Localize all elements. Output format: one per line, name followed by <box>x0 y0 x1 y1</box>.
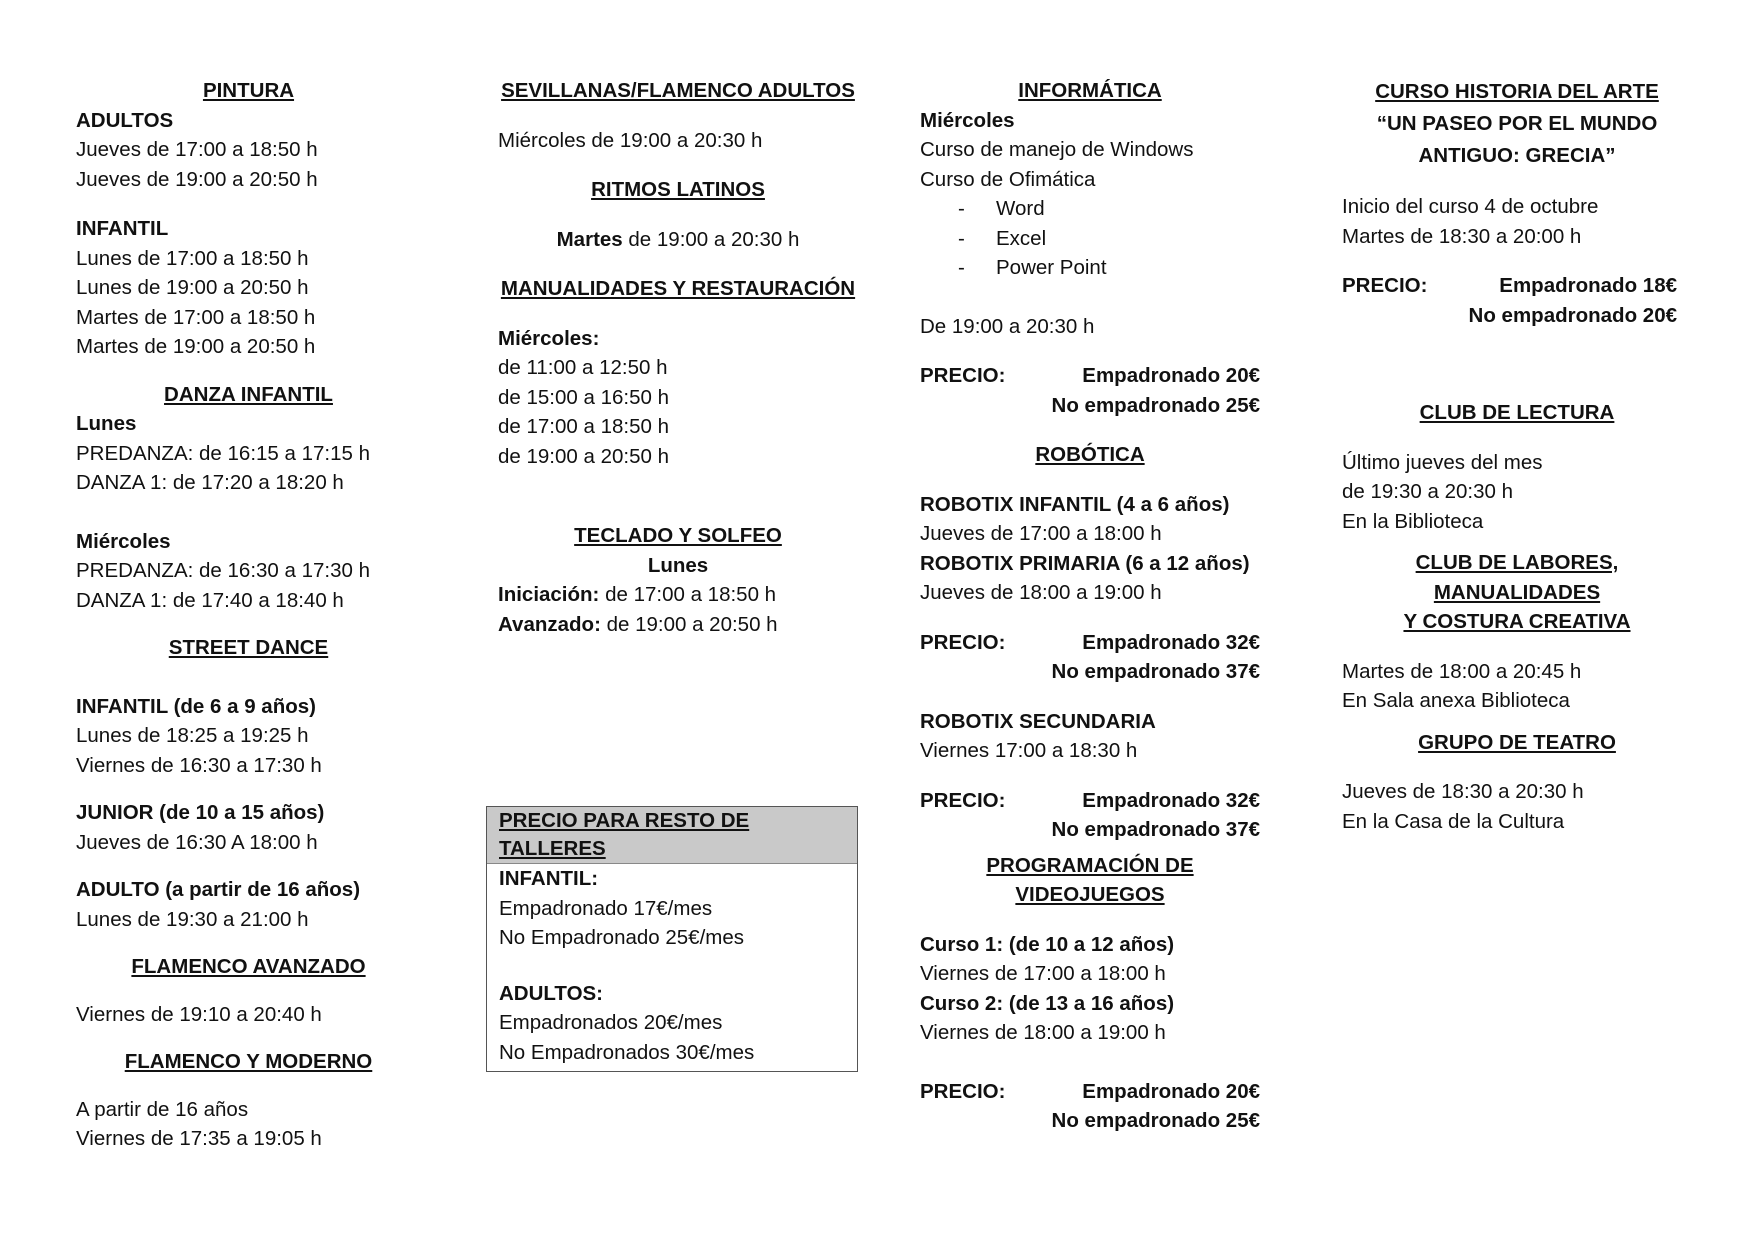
location-line: En la Casa de la Cultura <box>1342 809 1565 833</box>
group-label: ADULTOS <box>76 108 174 132</box>
section-pintura <box>76 76 421 362</box>
group-label: INFANTIL: <box>499 867 599 890</box>
section-flamenco-avanzado <box>76 952 421 1029</box>
group-label: ROBOTIX SECUNDARIA <box>920 709 1156 733</box>
schedule-line: Martes de 18:30 a 20:00 h <box>1342 224 1582 248</box>
schedule-line: Viernes de 17:00 a 18:00 h <box>920 962 1166 985</box>
time-text: de 19:00 a 20:30 h <box>622 227 800 251</box>
group-label: ADULTO (a partir de 16 años) <box>76 878 361 901</box>
section-title: PROGRAMACIÓN DE <box>986 853 1194 877</box>
schedule-line: DANZA 1: de 17:40 a 18:40 h <box>76 588 344 612</box>
schedule-line: Viernes de 16:30 a 17:30 h <box>76 753 322 777</box>
price-line: No Empadronado 25€/mes <box>499 926 745 949</box>
group-label: INFANTIL <box>76 217 169 240</box>
section-title: GRUPO DE TEATRO <box>1418 730 1616 754</box>
course-line: Curso de manejo de Windows <box>920 138 1194 161</box>
schedule-line: Jueves de 17:00 a 18:00 h <box>920 522 1162 545</box>
price-line: No Empadronados 30€/mes <box>499 1040 755 1064</box>
section-informatica <box>920 76 1260 420</box>
section-teclado-solfeo <box>498 521 858 639</box>
group-label: INFANTIL (de 6 a 9 años) <box>76 694 316 718</box>
section-subtitle: ANTIGUO: GRECIA” <box>1418 144 1616 167</box>
schedule-line: Viernes 17:00 a 18:30 h <box>920 739 1138 762</box>
location-line: En la Biblioteca <box>1342 509 1484 533</box>
price-empadronado: Empadronado 18€ <box>1499 274 1677 297</box>
price-block <box>920 361 1260 420</box>
schedule-line: De 19:00 a 20:30 h <box>920 314 1095 338</box>
day-label: Lunes <box>76 412 137 435</box>
schedule-line: Martes de 18:00 a 20:45 h <box>1342 659 1582 683</box>
price-box-title: PRECIO PARA RESTO DE TALLERES <box>487 807 857 864</box>
section-street-dance <box>76 633 421 934</box>
price-empadronado: Empadronado 32€ <box>1082 788 1260 812</box>
price-no-empadronado: No empadronado 25€ <box>1051 1109 1260 1132</box>
section-title: MANUALIDADES Y RESTAURACIÓN <box>500 277 856 300</box>
section-flamenco-moderno <box>76 1047 421 1154</box>
section-title: SEVILLANAS/FLAMENCO ADULTOS <box>501 79 855 102</box>
day-label: Miércoles <box>76 529 171 553</box>
schedule-line: Viernes de 18:00 a 19:00 h <box>920 1021 1166 1044</box>
price-block <box>920 1077 1260 1136</box>
schedule-line <box>498 580 858 610</box>
price-line: Empadronados 20€/mes <box>499 1011 723 1034</box>
location-line: En Sala anexa Biblioteca <box>1342 689 1570 712</box>
price-label: PRECIO: <box>920 788 1006 812</box>
time-text: de 19:00 a 20:50 h <box>600 612 778 636</box>
price-empadronado: Empadronado 32€ <box>1082 630 1260 654</box>
schedule-line: Martes de 17:00 a 18:50 h <box>76 305 316 329</box>
schedule-line: PREDANZA: de 16:30 a 17:30 h <box>76 559 371 582</box>
time-text: de 17:00 a 18:50 h <box>599 583 777 606</box>
schedule-line: Jueves de 19:00 a 20:50 h <box>76 167 318 191</box>
day-label: Miércoles <box>920 108 1015 132</box>
schedule-line: Jueves de 17:00 a 18:50 h <box>76 138 318 161</box>
column-2 <box>498 76 858 639</box>
schedule-line <box>498 610 858 640</box>
group-label: ROBOTIX INFANTIL (4 a 6 años) <box>920 492 1230 516</box>
section-danza-infantil <box>76 380 421 616</box>
section-title: FLAMENCO AVANZADO <box>131 955 366 978</box>
price-block <box>920 628 1260 687</box>
section-title: CURSO HISTORIA DEL ARTE <box>1375 80 1659 103</box>
price-label: PRECIO: <box>920 1079 1006 1103</box>
schedule-line: Miércoles de 19:00 a 20:30 h <box>498 128 763 152</box>
section-ritmos-latinos <box>498 175 858 254</box>
schedule-line: de 17:00 a 18:50 h <box>498 415 669 438</box>
schedule-line <box>498 225 858 255</box>
schedule-line: Lunes de 19:30 a 21:00 h <box>76 907 309 931</box>
section-videojuegos <box>920 851 1260 1136</box>
price-box-body <box>487 864 857 1071</box>
section-sevillanas <box>498 76 858 155</box>
schedule-line: de 19:00 a 20:50 h <box>498 444 669 468</box>
section-title: FLAMENCO Y MODERNO <box>124 1050 373 1073</box>
schedule-line: PREDANZA: de 16:15 a 17:15 h <box>76 441 371 465</box>
section-title: VIDEOJUEGOS <box>1015 883 1165 906</box>
section-subtitle: “UN PASEO POR EL MUNDO <box>1376 112 1658 135</box>
schedule-line: Lunes de 18:25 a 19:25 h <box>76 724 309 747</box>
schedule-line: Último jueves del mes <box>1342 450 1543 474</box>
schedule-line: Lunes de 17:00 a 18:50 h <box>76 246 309 270</box>
schedule-line: Jueves de 18:30 a 20:30 h <box>1342 780 1584 803</box>
schedule-line: Martes de 19:00 a 20:50 h <box>76 335 316 358</box>
schedule-line: Jueves de 16:30 A 18:00 h <box>76 830 318 854</box>
price-no-empadronado: No empadronado 25€ <box>1051 393 1260 417</box>
price-label: PRECIO: <box>1342 274 1428 297</box>
course-line: Curso de Ofimática <box>920 167 1096 191</box>
price-label: PRECIO: <box>920 630 1006 654</box>
price-block <box>920 786 1260 845</box>
schedule-line: de 11:00 a 12:50 h <box>498 356 668 379</box>
day-label: Lunes <box>647 553 709 577</box>
section-title: RITMOS LATINOS <box>591 178 765 201</box>
column-1 <box>76 76 421 1154</box>
day-label: Miércoles: <box>498 326 600 350</box>
column-3 <box>920 76 1260 1136</box>
ofimatica-list <box>920 194 1260 283</box>
schedule-line: de 15:00 a 16:50 h <box>498 385 669 409</box>
group-label: Curso 1: (de 10 a 12 años) <box>920 932 1175 956</box>
price-no-empadronado: No empadronado 37€ <box>1051 818 1260 841</box>
price-empadronado: Empadronado 20€ <box>1082 1079 1260 1103</box>
price-box-resto-talleres <box>486 806 858 1072</box>
group-label: ADULTOS: <box>499 981 604 1005</box>
level-label: Avanzado: <box>498 612 601 636</box>
group-label: Curso 2: (de 13 a 16 años) <box>920 991 1175 1015</box>
section-title: Y COSTURA CREATIVA <box>1403 610 1631 633</box>
list-item: - Power Point <box>958 253 1260 283</box>
schedule-line: Inicio del curso 4 de octubre <box>1342 195 1599 218</box>
section-title: TECLADO Y SOLFEO <box>574 524 782 547</box>
section-title: DANZA INFANTIL <box>164 382 333 406</box>
schedule-line: Viernes de 17:35 a 19:05 h <box>76 1127 322 1150</box>
section-title: PINTURA <box>202 79 295 102</box>
section-historia-arte <box>1342 76 1692 330</box>
group-label: JUNIOR (de 10 a 15 años) <box>76 801 325 824</box>
level-label: Iniciación: <box>498 583 600 606</box>
list-item: - Excel <box>958 224 1260 254</box>
section-title: CLUB DE LECTURA <box>1419 401 1615 424</box>
day-label: Martes <box>556 227 623 251</box>
section-title: CLUB DE LABORES, MANUALIDADES <box>1415 551 1619 604</box>
column-4 <box>1342 76 1692 836</box>
schedule-line: A partir de 16 años <box>76 1097 249 1121</box>
price-line: Empadronado 17€/mes <box>499 896 713 920</box>
section-manualidades <box>498 274 858 471</box>
section-title: STREET DANCE <box>168 636 329 659</box>
schedule-line: Viernes de 19:10 a 20:40 h <box>76 1002 322 1026</box>
section-club-lectura <box>1342 398 1692 536</box>
price-label: PRECIO: <box>920 364 1006 387</box>
price-no-empadronado: No empadronado 20€ <box>1468 303 1677 327</box>
schedule-line: de 19:30 a 20:30 h <box>1342 480 1513 503</box>
section-title: ROBÓTICA <box>1035 443 1145 466</box>
price-no-empadronado: No empadronado 37€ <box>1051 660 1260 683</box>
schedule-line: Jueves de 18:00 a 19:00 h <box>920 581 1162 604</box>
price-block <box>1342 271 1677 330</box>
group-label: ROBOTIX PRIMARIA (6 a 12 años) <box>920 551 1250 575</box>
list-item: - Word <box>958 194 1260 224</box>
section-club-labores <box>1342 548 1692 716</box>
schedule-line: Lunes de 19:00 a 20:50 h <box>76 276 309 299</box>
price-empadronado: Empadronado 20€ <box>1082 364 1260 387</box>
section-robotica <box>920 440 1260 845</box>
section-grupo-teatro <box>1342 728 1692 837</box>
schedule-line: DANZA 1: de 17:20 a 18:20 h <box>76 471 344 494</box>
section-title: INFORMÁTICA <box>1018 79 1162 102</box>
